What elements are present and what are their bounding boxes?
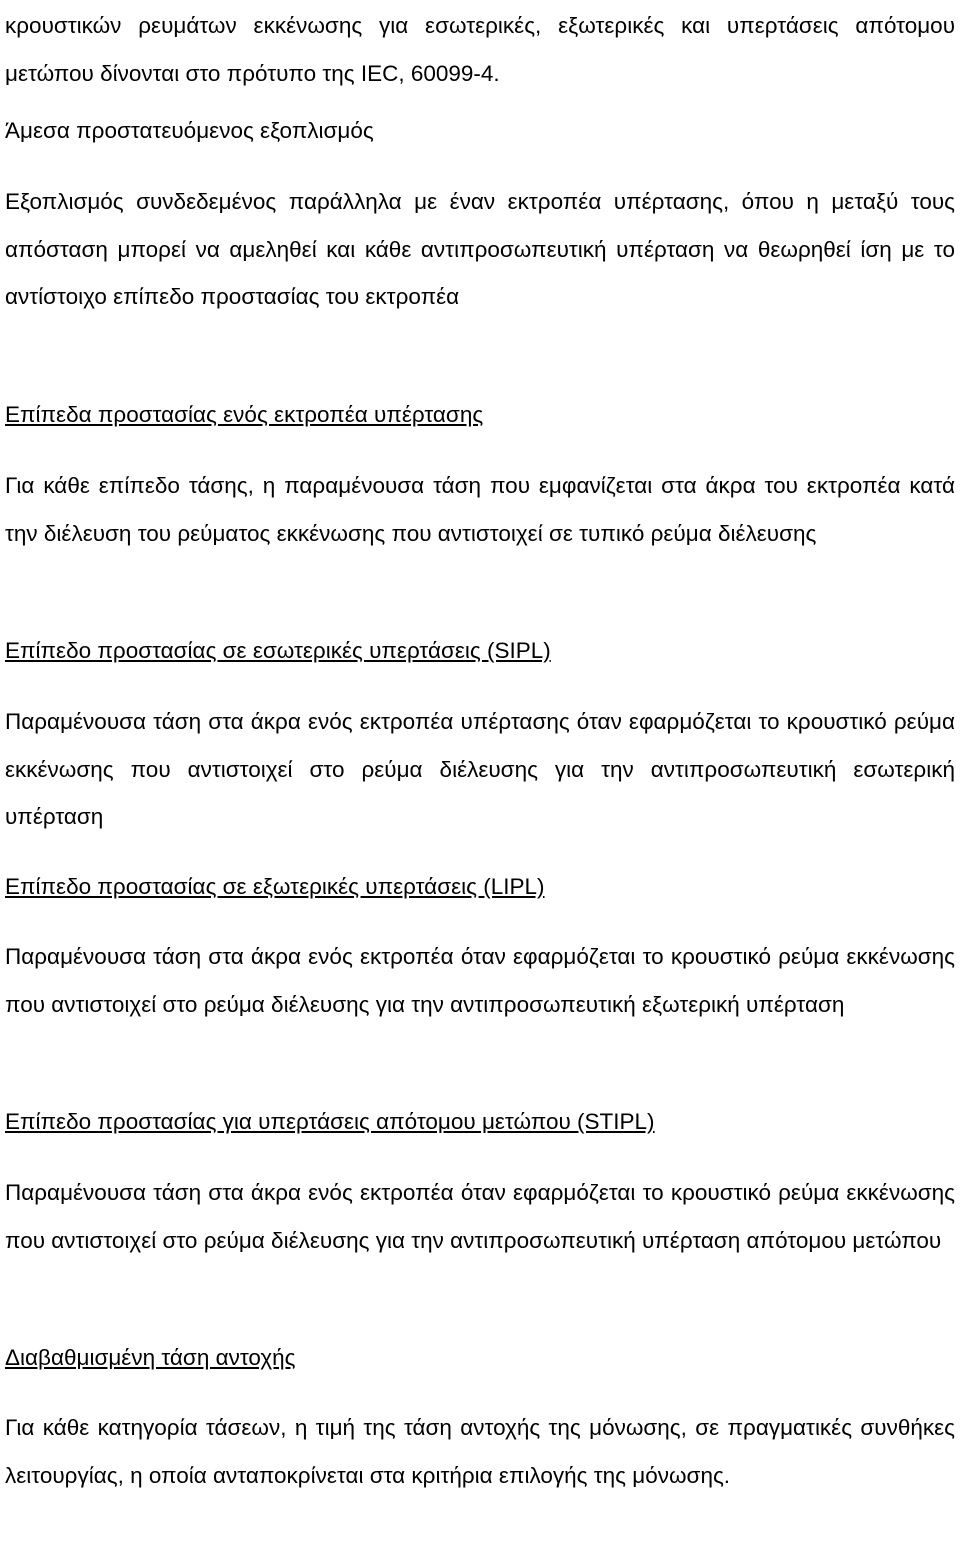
section-body-arrester-protection-levels: Για κάθε επίπεδο τάσης, η παραμένουσα τάση που εμφανίζεται στα άκρα του εκτροπέα κατά την διέλευση του ρεύματος εκκένωσης που αντιστοιχεί σε τυπικό ρεύμα διέλευσης <box>5 473 955 546</box>
section-body-directly-protected-equipment: Εξοπλισμός συνδεδεμένος παράλληλα με έναν εκτροπέα υπέρτασης, όπου η μεταξύ τους απόσταση μπορεί να αμεληθεί και κάθε αντιπροσωπευτική υπέρταση να θεωρηθεί ίση με το αντίστοιχο επίπεδο προστασίας του εκτροπέα <box>5 189 955 309</box>
section-body-rated-withstand-voltage: Για κάθε κατηγορία τάσεων, η τιμή της τάση αντοχής της μόνωσης, σε πραγματικές συνθήκες λειτουργίας, η οποία ανταποκρίνεται στα κριτήρια επιλογής της μόνωσης. <box>5 1415 955 1488</box>
section-body-lipl: Παραμένουσα τάση στα άκρα ενός εκτροπέα όταν εφαρμόζεται το κρουστικό ρεύμα εκκένωσης που αντιστοιχεί στο ρεύμα διέλευσης για την αντιπροσωπευτική εξωτερική υπέρταση <box>5 944 955 1017</box>
section-heading-lipl: Επίπεδο προστασίας σε εξωτερικές υπερτάσεις (LIPL) <box>5 874 545 899</box>
intro-paragraph: κρουστικών ρευμάτων εκκένωσης για εσωτερικές, εξωτερικές και υπερτάσεις απότομου μετώπου δίνονται στο πρότυπο της IEC, 60099-4. <box>5 13 955 86</box>
section-heading-rated-withstand-voltage: Διαβαθμισμένη τάση αντοχής <box>5 1345 296 1370</box>
section-heading-directly-protected-equipment: Άμεσα προστατευόμενος εξοπλισμός <box>5 118 374 143</box>
section-heading-sipl: Επίπεδο προστασίας σε εσωτερικές υπερτάσεις (SIPL) <box>5 638 551 663</box>
section-body-stipl: Παραμένουσα τάση στα άκρα ενός εκτροπέα όταν εφαρμόζεται το κρουστικό ρεύμα εκκένωσης που αντιστοιχεί στο ρεύμα διέλευσης για την αντιπροσωπευτική υπέρταση απότομου μετώπου <box>5 1180 955 1253</box>
section-heading-arrester-protection-levels: Επίπεδα προστασίας ενός εκτροπέα υπέρτασης <box>5 402 484 427</box>
section-body-sipl: Παραμένουσα τάση στα άκρα ενός εκτροπέα υπέρτασης όταν εφαρμόζεται το κρουστικό ρεύμα εκκένωσης που αντιστοιχεί στο ρεύμα διέλευσης για την αντιπροσωπευτική εσωτερική υπέρταση <box>5 709 955 829</box>
section-heading-stipl: Επίπεδο προστασίας για υπερτάσεις απότομου μετώπου (STIPL) <box>5 1109 655 1134</box>
